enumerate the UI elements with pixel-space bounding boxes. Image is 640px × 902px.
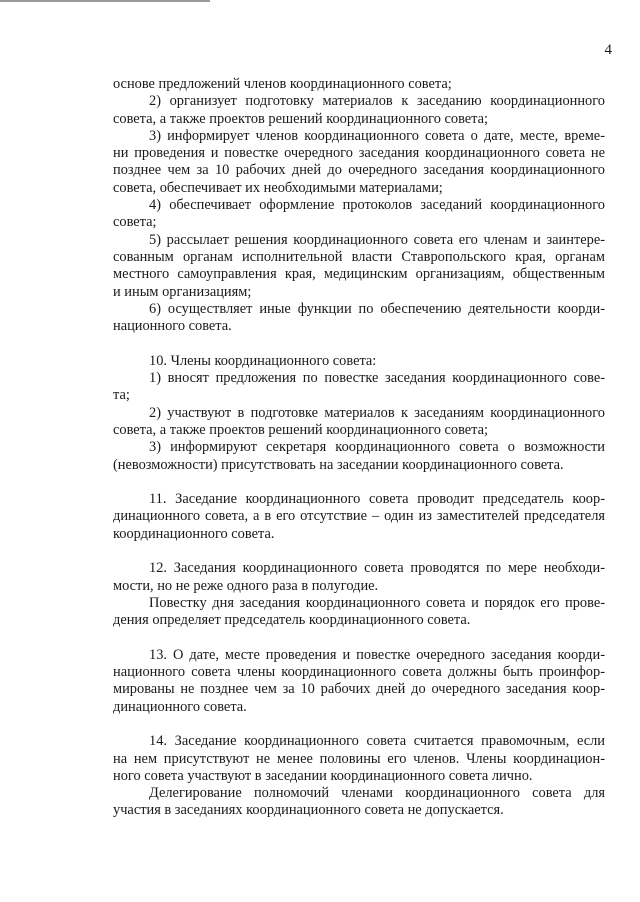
- paragraph-gap: [113, 474, 605, 491]
- text-line: совета, а также проектов решений координационного совета;: [113, 110, 489, 127]
- text-line: та;: [113, 387, 130, 404]
- paragraph-gap: [113, 335, 605, 352]
- text-line: динационного совета.: [113, 698, 247, 715]
- text-line: совета, обеспечивает их необходимыми материалами;: [113, 179, 443, 196]
- text-line: 3) информирует членов координационного совета о дате, месте, време-: [149, 127, 605, 144]
- text-line: основе предложений членов координационного совета;: [113, 76, 452, 92]
- text-line: 5) рассылает решения координационного совета его членам и заинтере-: [149, 231, 605, 248]
- text-line: местного самоуправления края, медицинским организациям, общественным: [113, 266, 605, 283]
- text-line: (невозможности) присутствовать на заседании координационного совета.: [113, 456, 564, 473]
- paragraph-gap: [113, 543, 605, 560]
- text-line: ного совета участвуют в заседании координационного совета лично.: [113, 767, 533, 784]
- text-line: динационного совета, а в его отсутствие – один из заместителей председателя: [113, 508, 605, 525]
- text-line: совета;: [113, 214, 157, 231]
- text-line: мированы не позднее чем за 10 рабочих дней до очередного заседания коор-: [113, 681, 605, 698]
- text-line: 6) осуществляет иные функции по обеспечению деятельности коорди-: [149, 300, 605, 317]
- text-line: позднее чем за 10 рабочих дней до очередного заседания координационного: [113, 162, 605, 179]
- text-line: Повестку дня заседания координационного совета и порядок его прове-: [149, 594, 605, 611]
- text-line: 13. О дате, месте проведения и повестке очередного заседания коорди-: [149, 646, 605, 663]
- text-line: мости, но не реже одного раза в полугодие.: [113, 577, 379, 594]
- text-line: 2) организует подготовку материалов к заседанию координационного: [149, 93, 605, 110]
- text-line: и иным организациям;: [113, 283, 252, 300]
- text-line: 12. Заседания координационного совета проводятся по мере необходи-: [149, 560, 605, 577]
- text-line: 1) вносят предложения по повестке заседания координационного сове-: [149, 370, 605, 387]
- text-line: ни проведения и повестке очередного заседания координационного совета не: [113, 145, 605, 162]
- page-number: 4: [604, 42, 612, 58]
- text-line: дения определяет председатель координационного совета.: [113, 612, 471, 629]
- text-line: Делегирование полномочий членами координационного совета для: [149, 785, 605, 802]
- text-line: национного совета члены координационного совета должны быть проинфор-: [113, 664, 605, 681]
- text-line: совета, а также проектов решений координационного совета;: [113, 421, 489, 438]
- text-line: на нем присутствуют не менее половины его членов. Члены координацион-: [113, 750, 605, 767]
- text-line: 10. Члены координационного совета:: [149, 352, 377, 369]
- text-line: 2) участвуют в подготовке материалов к заседаниям координационного: [149, 404, 605, 421]
- text-line: участия в заседаниях координационного совета не допускается.: [113, 802, 504, 819]
- text-line: 11. Заседание координационного совета проводит председатель коор-: [149, 491, 605, 508]
- paragraph-gap: [113, 716, 605, 733]
- text-line: 4) обеспечивает оформление протоколов заседаний координационного: [149, 197, 605, 214]
- text-line: сованным органам исполнительной власти Ставропольского края, органам: [113, 248, 605, 265]
- text-line: национного совета.: [113, 318, 232, 335]
- paragraph-gap: [113, 630, 605, 647]
- text-line: координационного совета.: [113, 525, 275, 542]
- text-line: 14. Заседание координационного совета считается правомочным, если: [149, 733, 605, 750]
- document-body: [113, 76, 605, 820]
- text-line: 3) информируют секретаря координационного совета о возможности: [149, 439, 605, 456]
- scan-top-rule: [0, 0, 210, 2]
